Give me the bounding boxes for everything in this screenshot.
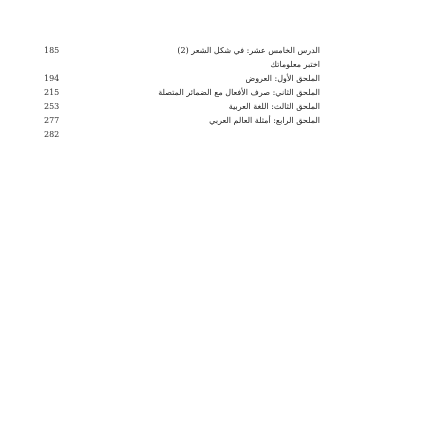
toc-page-number: 277 [44,116,60,125]
toc-entry[interactable] [0,58,430,72]
toc-entry[interactable] [0,44,430,58]
toc-entry[interactable] [0,100,430,114]
toc-entry-title: الملحق الثالث: اللغة العربية [228,102,320,111]
toc-page-number: 215 [44,88,60,97]
toc-entry-title: الدرس الخامس عشر: في شكل الشعر (2) [177,46,320,55]
toc-entry[interactable] [0,128,430,142]
toc-entry-title: اختبر معلوماتك [270,60,320,69]
toc-entry-title: الملحق الرابع: أمثلة العالم العربي [209,116,320,125]
toc-page-number: 253 [44,102,60,111]
toc-entry-title: الملحق الثاني: صرف الأفعال مع الضمائر المتصلة [158,88,320,97]
toc-entry-title: الملحق الأول: العروض [245,74,320,83]
toc-entry[interactable] [0,114,430,128]
toc-page-number: 194 [44,74,60,83]
toc-entry[interactable] [0,72,430,86]
toc-entry[interactable] [0,86,430,100]
toc-page-number: 282 [44,130,60,139]
toc-page-number: 185 [44,46,60,55]
